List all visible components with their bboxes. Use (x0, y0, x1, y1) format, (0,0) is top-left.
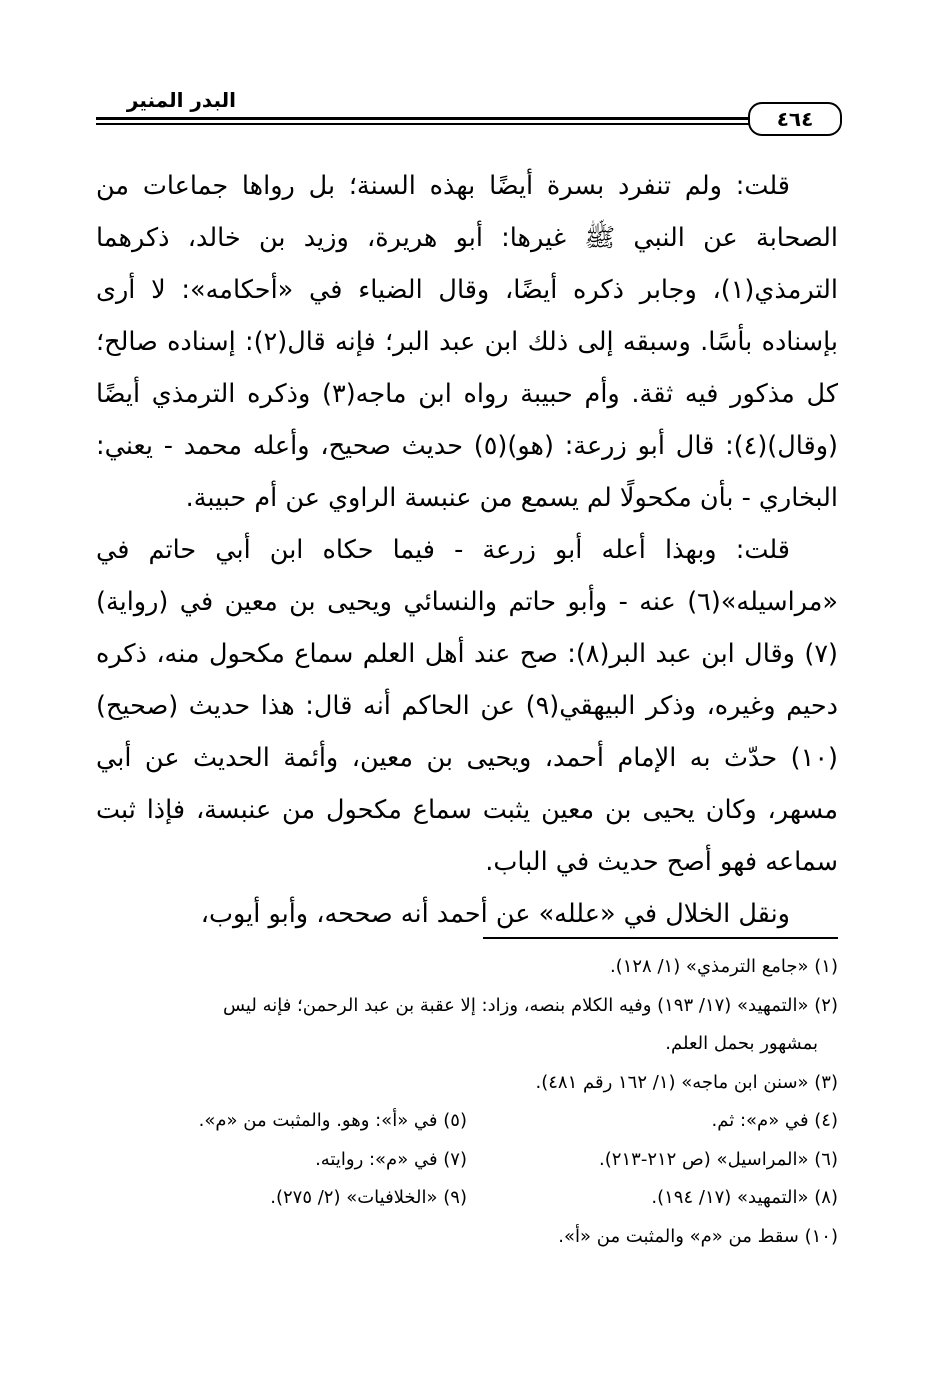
main-text (96, 160, 838, 940)
page-header (96, 88, 838, 132)
header-rule-thin (96, 123, 841, 125)
header-rule-thick (96, 117, 841, 120)
footnote-4: (٤) في «م»: ثم. (711, 1110, 838, 1131)
footnote-row-6-7 (96, 1141, 838, 1180)
footnote-8: (٨) «التمهيد» (١٧/ ١٩٤). (651, 1187, 838, 1208)
running-title: البدر المنير (126, 88, 236, 112)
footnotes (96, 948, 838, 1256)
footnote-7: (٧) في «م»: روايته. (315, 1148, 467, 1170)
footnote-5: (٥) في «أ»: وهو. والمثبت من «م». (198, 1110, 467, 1131)
footnote-9: (٩) «الخلافيات» (٢/ ٢٧٥). (270, 1187, 467, 1208)
footnote-6: (٦) «المراسيل» (ص ٢١٢-٢١٣). (599, 1148, 838, 1170)
footnote-row-4-5 (96, 1102, 838, 1141)
footnote-3: (٣) «سنن ابن ماجه» (١/ ١٦٢ رقم ٤٨١). (535, 1071, 838, 1093)
footnote-2-continuation: بمشهور بحمل العلم. (665, 1033, 818, 1054)
paragraph-3: ونقل الخلال في «علله» عن أحمد أنه صححه، وأبو أيوب، (200, 899, 790, 929)
footnote-2: (٢) «التمهيد» (١٧/ ١٩٣) وفيه الكلام بنصه، وزاد: إلا عقبة بن عبد الرحمن؛ فإنه ليس (222, 994, 838, 1016)
paragraph-1: قلت: ولم تنفرد بسرة أيضًا بهذه السنة؛ بل رواها جماعات من الصحابة عن النبي ﷺ غيرها: أبو هريرة، وزيد بن خالد، ذكرهما الترمذي(١)، وجابر ذكره أيضًا، وقال الضياء في «أحكامه»: لا أرى بإسناده بأسًا. وسبقه إلى ذلك ابن عبد البر؛ فإنه قال(٢): إسناده صالح؛ كل مذكور فيه ثقة. وأم حبيبة رواه ابن ماجه(٣) وذكره الترمذي أيضًا (وقال)(٤): قال أبو زرعة: (هو)(٥) حديث صحيح، وأعله محمد - يعني: البخاري - بأن مكحولًا لم يسمع من عنبسة الراوي عن أم حبيبة. (96, 171, 838, 513)
footnote-row-8-9 (96, 1179, 838, 1218)
footnote-1: (١) «جامع الترمذي» (١/ ١٢٨). (609, 956, 838, 977)
page-number: ٤٦٤ (748, 102, 842, 136)
footnote-10: (١٠) سقط من «م» والمثبت من «أ». (558, 1225, 838, 1247)
paragraph-2: قلت: وبهذا أعله أبو زرعة - فيما حكاه ابن أبي حاتم في «مراسيله»(٦) عنه - وأبو حاتم والنسائي ويحيى بن معين في (رواية)(٧) وقال ابن عبد البر(٨): صح عند أهل العلم سماع مكحول منه، ذكره دحيم وغيره، وذكر البيهقي(٩) عن الحاكم أنه قال: هذا حديث (صحيح)(١٠) حدّث به الإمام أحمد، ويحيى بن معين، وأئمة الحديث عن أبي مسهر، وكان يحيى بن معين يثبت سماع مكحول من عنبسة، فإذا ثبت سماعه فهو أصح حديث في الباب. (96, 535, 838, 877)
footnote-separator (483, 937, 838, 939)
